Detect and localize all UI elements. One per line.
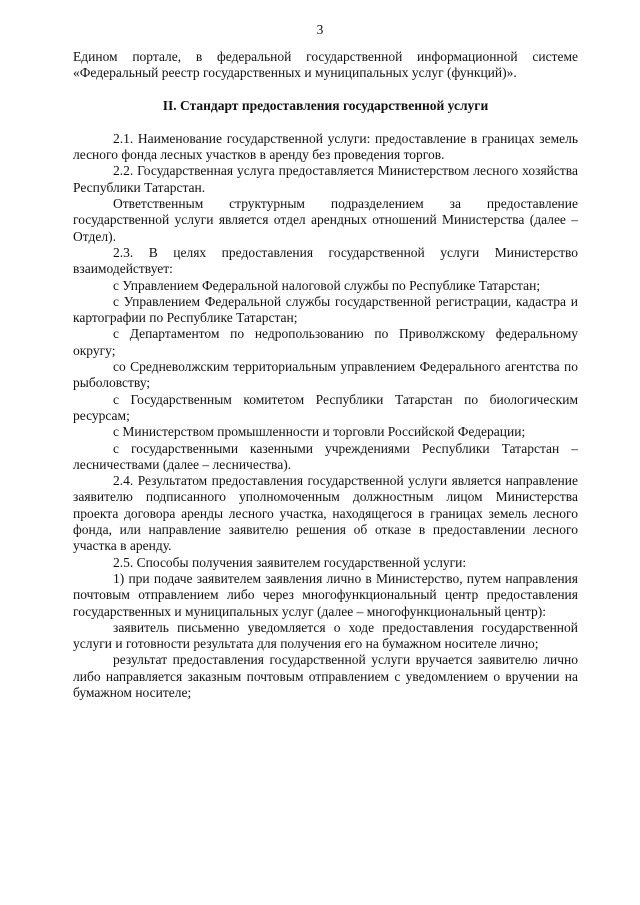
paragraph-responsible-unit: Ответственным структурным подразделением за предоставление государственной услуги является отдел арендных отношений Министерства (далее – Отдел). [73, 196, 578, 244]
paragraph-2-5: 2.5. Способы получения заявителем государственной услуги: [113, 554, 467, 570]
list-item-forestries: с государственными казенными учреждениями Республики Татарстан – лесничествами (далее – лесничества). [73, 440, 578, 472]
list-item-fishery-agency: со Средневолжским территориальным управлением Федерального агентства по рыболовству; [73, 359, 578, 391]
page-content [73, 49, 578, 701]
list-item-registration-service: с Управлением Федеральной службы государственной регистрации, кадастра и картографии по Республике Татарстан; [73, 293, 578, 326]
list-item-industry-ministry: с Министерством промышленности и торговли Российской Федерации; [113, 424, 526, 440]
paragraph-2-1: 2.1. Наименование государственной услуги: предоставление в границах земель лесного фонда лесных участков в аренду без проведения торгов. [73, 130, 578, 163]
list-item-subsoil-department: с Департаментом по недропользованию по Приволжскому федеральному округу; [73, 326, 578, 358]
paragraph-2-2: 2.2. Государственная услуга предоставляется Министерством лесного хозяйства Республики Татарстан. [73, 163, 578, 195]
section-title: II. Стандарт предоставления государственной услуги [162, 97, 489, 113]
list-item-tax-service: с Управлением Федеральной налоговой службы по Республике Татарстан; [113, 277, 541, 293]
list-item-method-1: 1) при подаче заявителем заявления лично в Министерство, путем направления почтовым отправлением либо через многофункциональный центр предоставления государственных и муниципальных услуг (далее – многофункциональный центр): [73, 570, 578, 619]
page-number: 3 [316, 22, 324, 37]
paragraph-2-4: 2.4. Результатом предоставления государственной услуги является направление заявителю подписанного уполномоченным должностным лицом Министерства проекта договора аренды лесного участка, находящегося в границах земель лесного фонда, или направление заявителю решения об отказе в предоставлении лесного участка в аренду. [73, 473, 578, 554]
paragraph-result-delivery: результат предоставления государственной услуги вручается заявителю лично либо направляется заказным почтовым отправлением с уведомлением о вручении на бумажном носителе; [73, 652, 578, 700]
list-item-bioresources-committee: с Государственным комитетом Республики Татарстан по биологическим ресурсам; [73, 391, 578, 423]
intro-paragraph: Едином портале, в федеральной государственной информационной системе «Федеральный реестр государственных и муниципальных услуг (функций)». [73, 49, 578, 81]
paragraph-2-3: 2.3. В целях предоставления государственной услуги Министерство взаимодействует: [73, 244, 578, 277]
paragraph-notification: заявитель письменно уведомляется о ходе предоставления государственной услуги и готовности результата для получения его на бумажном носителе лично; [73, 619, 578, 652]
